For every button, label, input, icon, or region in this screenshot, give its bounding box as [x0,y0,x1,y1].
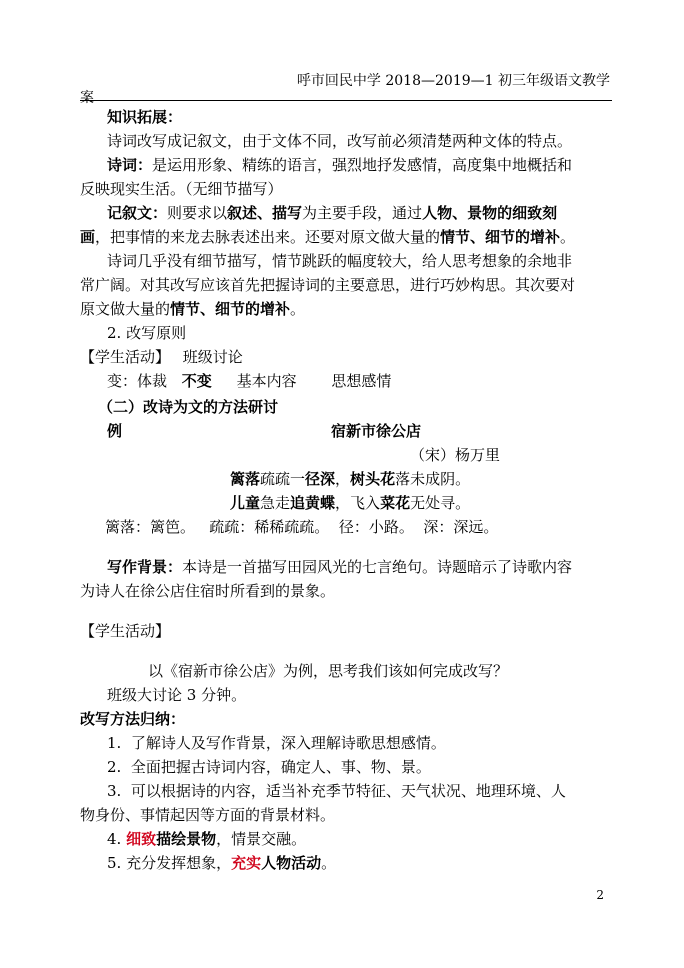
narrative-text: 则要求以 [167,204,228,222]
no-change-label: 不变 [181,372,212,390]
activity-text: 班级讨论 [182,348,243,366]
item-text: ，情景交融。 [216,830,307,848]
background-label: 写作背景： [107,558,183,576]
poem-definition [0,154,684,176]
poem-keyword: 菜花 [380,494,411,512]
narrative-definition [0,202,684,224]
summary-item-3: 3. 可以根据诗的内容，适当补充季节特征、天气状况、地理环境、人 [107,782,566,800]
poem-desc-1: 是运用形象、精练的语言，强烈地抒发感情，高度集中地概括和 [152,156,573,174]
student-activity-1 [0,346,684,368]
poem-keyword: 篱落 [230,470,261,488]
emotion-label: 思想感情 [331,372,392,390]
knowledge-para-2: 常广阔。对其改写应该首先把握诗词的主要意思，进行巧妙构思。其次要对 [80,276,576,294]
highlight-red: 细致 [126,830,157,848]
narrative-emphasis: 叙述、描写 [227,204,303,222]
page-header [80,70,612,106]
activity-label: 【学生活动】 [80,348,171,366]
poem-glossary: 篱落：篱笆。 疏疏：稀稀疏疏。 径：小路。 深：深远。 [105,518,499,536]
page-number: 2 [596,888,604,902]
knowledge-para-1: 诗词几乎没有细节描写，情节跳跃的幅度较大，给人思考想象的余地非 [107,252,573,270]
poem-keyword: 追黄蝶 [290,494,336,512]
narrative-text: 。 [560,228,576,246]
content-label: 基本内容 [236,372,297,390]
para-emphasis: 情节、细节的增补 [170,300,291,318]
poem-desc-2: 反映现实生活。（无细节描写） [80,180,283,198]
header-title: 呼市回民中学 2018—2019—1 初三年级语文教学 [296,73,610,89]
narrative-text: 为主要手段，通过 [302,204,423,222]
poem-text: 疏疏一 [260,470,306,488]
principle-heading: 2. 改写原则 [107,324,187,342]
background-text: 本诗是一首描写田园风光的七言绝句。诗题暗示了诗歌内容 [182,558,573,576]
summary-item-1: 1. 了解诗人及写作背景，深入理解诗歌思想感情。 [107,734,446,752]
item-text: 5. 充分发挥想象， [107,854,232,872]
summary-item-2: 2. 全面把握古诗词内容，确定人、事、物、景。 [107,758,431,776]
narrative-emphasis: 画 [80,228,96,246]
student-activity-2: 【学生活动】 [80,622,171,640]
poem-text: 无处寻。 [410,494,471,512]
summary-heading: 改写方法归纳： [80,710,186,728]
activity-discussion: 班级大讨论 3 分钟。 [107,686,247,704]
item-text: 。 [321,854,337,872]
narrative-text: ，把事情的来龙去脉表述出来。还要对原文做大量的 [95,228,441,246]
writing-background-2: 为诗人在徐公店住宿时所看到的景象。 [80,582,336,600]
poem-title: 宿新市徐公店 [331,422,422,440]
poem-text: 急走 [260,494,291,512]
change-label: 变：体裁 [107,372,168,390]
summary-item-5 [0,852,684,874]
writing-background [0,556,684,578]
poem-keyword: 径深 [305,470,336,488]
poem-text: 落未成阴。 [395,470,471,488]
poem-author: （宋）杨万里 [410,446,501,464]
narrative-definition-2 [0,226,684,248]
poem-text: ，飞入 [335,494,381,512]
narrative-emphasis: 情节、细节的增补 [440,228,561,246]
change-principle [0,370,684,392]
knowledge-intro: 诗词改写成记叙文，由于文体不同，改写前必须清楚两种文体的特点。 [107,132,573,150]
poem-text: ， [335,470,351,488]
para-text: 。 [290,300,306,318]
narrative-label: 记叙文： [107,204,168,222]
poem-keyword: 树头花 [350,470,396,488]
activity-question: 以《宿新市徐公店》为例，思考我们该如何完成改写？ [148,662,509,680]
highlight-bold: 人物活动 [261,854,322,872]
para-text: 原文做大量的 [80,300,171,318]
poem-keyword: 儿童 [230,494,261,512]
narrative-emphasis: 人物、景物的细致刻 [422,204,558,222]
highlight-red: 充实 [231,854,262,872]
summary-item-3-cont: 物身份、事情起因等方面的背景材料。 [80,806,336,824]
knowledge-para-3 [0,298,684,320]
poem-line-2 [0,492,684,514]
item-number: 4. [107,830,127,848]
method-heading: （二）改诗为文的方法研讨 [98,398,279,416]
poem-line-1 [0,468,684,490]
highlight-bold: 描绘景物 [156,830,217,848]
summary-item-4 [0,828,684,850]
poem-label: 诗词： [107,156,153,174]
example-label: 例 [107,422,123,440]
header-title-continued: 案 [80,90,94,106]
knowledge-heading: 知识拓展： [107,108,183,126]
